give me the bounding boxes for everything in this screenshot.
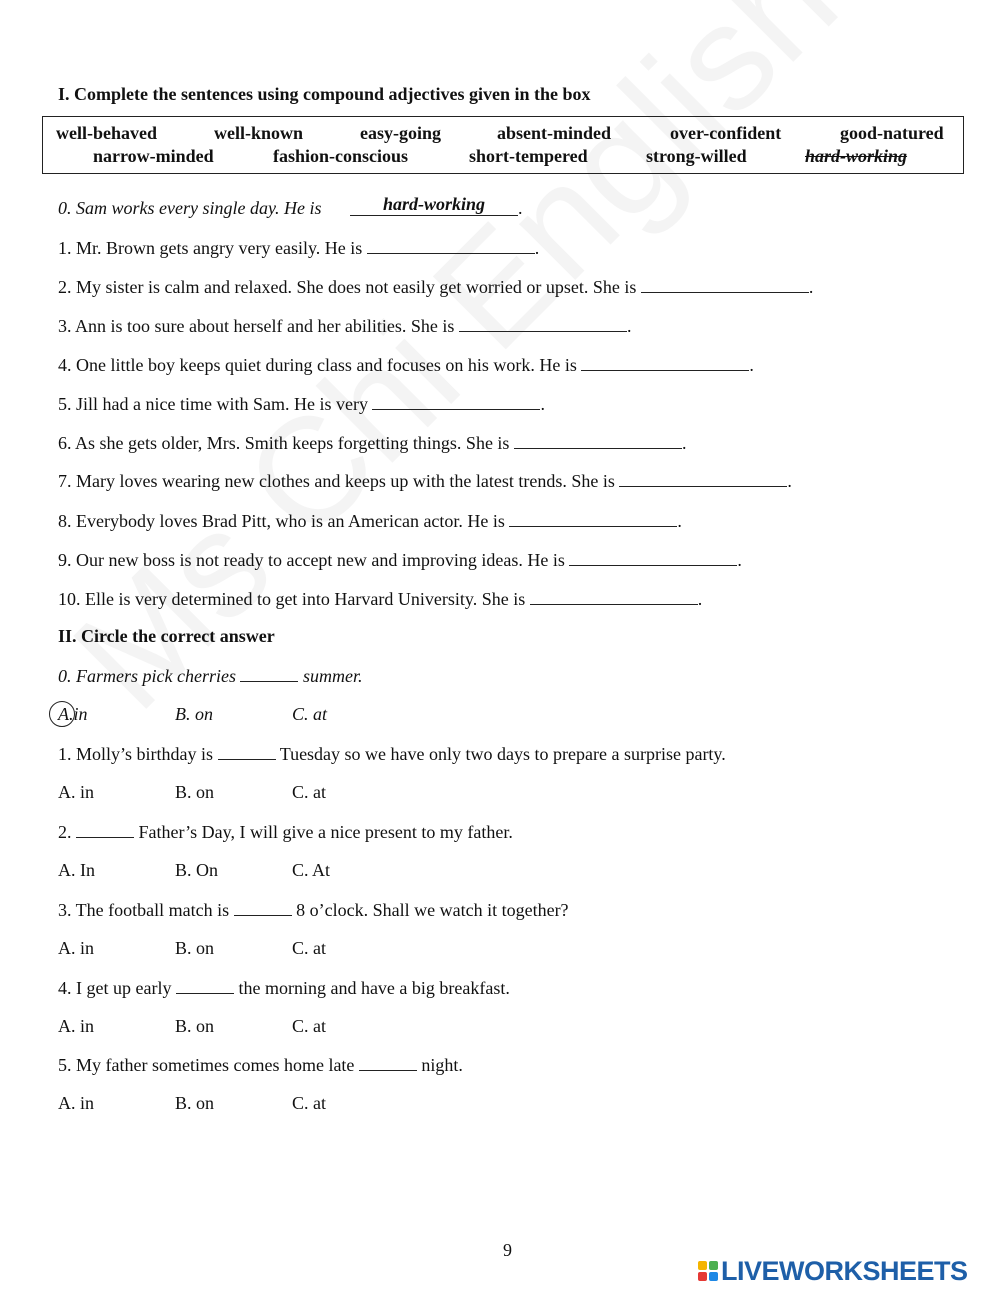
- option-letter: A.: [58, 704, 74, 724]
- mc-example-option-b: B. on: [175, 704, 213, 724]
- mc-question-2: [58, 821, 513, 843]
- mc-q2-option-c[interactable]: C. At: [292, 860, 331, 880]
- question-text-end: Father’s Day, I will give a nice present to my father.: [138, 822, 513, 842]
- question-1: 1. Mr. Brown gets angry very easily. He is .: [58, 238, 540, 258]
- answer-blank[interactable]: [619, 470, 787, 487]
- question-text: 1. Molly’s birthday is: [58, 744, 214, 764]
- section2-heading: II. Circle the correct answer: [58, 626, 275, 646]
- mc-q5-option-b[interactable]: B. on: [175, 1093, 215, 1113]
- word-absent-minded: absent-minded: [497, 123, 612, 143]
- page-number: 9: [503, 1240, 512, 1260]
- answer-blank[interactable]: [581, 354, 749, 371]
- question-text: 2.: [58, 822, 72, 842]
- answer-blank[interactable]: [459, 315, 627, 332]
- section1-heading: I. Complete the sentences using compound adjectives given in the box: [58, 84, 591, 104]
- question-text: 8. Everybody loves Brad Pitt, who is an American actor. He is: [58, 511, 505, 531]
- question-text-end: night.: [421, 1055, 463, 1075]
- mc-q5-option-c[interactable]: C. at: [292, 1093, 326, 1113]
- mc-example-option-c: C. at: [292, 704, 328, 724]
- answer-blank: [240, 665, 298, 682]
- word-box: [42, 116, 964, 174]
- answer-blank: [359, 1054, 417, 1071]
- liveworksheets-logo-icon: [698, 1261, 718, 1281]
- mc-q1-option-b[interactable]: B. on: [175, 782, 215, 802]
- question-4: 4. One little boy keeps quiet during class and focuses on his work. He is .: [58, 355, 754, 375]
- question-text-end: the morning and have a big breakfast.: [238, 978, 510, 998]
- word-strong-willed: strong-willed: [646, 146, 747, 166]
- word-over-confident: over-confident: [670, 123, 782, 143]
- mc-q3-option-c[interactable]: C. at: [292, 938, 326, 958]
- mc-example-option-a: [58, 704, 88, 725]
- question-text: 5. Jill had a nice time with Sam. He is very: [58, 394, 368, 414]
- question-text: 9. Our new boss is not ready to accept new and improving ideas. He is: [58, 550, 565, 570]
- answer-blank[interactable]: [509, 510, 677, 527]
- question-text: 4. I get up early: [58, 978, 172, 998]
- word-fashion-conscious: fashion-conscious: [273, 146, 409, 166]
- liveworksheets-brand: LIVEWORKSHEETS: [721, 1255, 968, 1286]
- mc-question-4: [58, 977, 510, 999]
- answer-blank[interactable]: [569, 549, 737, 566]
- question-8: 8. Everybody loves Brad Pitt, who is an American actor. He is .: [58, 511, 682, 531]
- mc-q4-option-b[interactable]: B. on: [175, 1016, 215, 1036]
- question-9: 9. Our new boss is not ready to accept new and improving ideas. He is .: [58, 550, 742, 570]
- question-text: 2. My sister is calm and relaxed. She does not easily get worried or upset. She is: [58, 277, 637, 297]
- question-text: 10. Elle is very determined to get into Harvard University. She is: [58, 589, 526, 609]
- example-text: 0. Sam works every single day. He is: [58, 198, 322, 218]
- word-narrow-minded: narrow-minded: [93, 146, 214, 166]
- question-3: 3. Ann is too sure about herself and her abilities. She is .: [58, 316, 632, 336]
- question-text: 7. Mary loves wearing new clothes and keeps up with the latest trends. She is: [58, 471, 615, 491]
- mc-q1-option-c[interactable]: C. at: [292, 782, 326, 802]
- mc-q1-option-a[interactable]: A. in: [58, 782, 94, 802]
- question-text: 0. Farmers pick cherries: [58, 666, 236, 686]
- mc-q3-option-b[interactable]: B. on: [175, 938, 215, 958]
- question-10: 10. Elle is very determined to get into Harvard University. She is .: [58, 589, 703, 609]
- mc-q4-option-a[interactable]: A. in: [58, 1016, 94, 1036]
- word-good-natured: good-natured: [840, 123, 944, 143]
- question-text-end: 8 o’clock. Shall we watch it together?: [296, 900, 569, 920]
- question-text: 6. As she gets older, Mrs. Smith keeps forgetting things. She is: [58, 433, 510, 453]
- mc-question-3: [58, 899, 569, 921]
- question-2: 2. My sister is calm and relaxed. She does not easily get worried or upset. She is .: [58, 277, 814, 297]
- answer-blank[interactable]: [372, 393, 540, 410]
- question-text: 3. The football match is: [58, 900, 230, 920]
- mc-question-1: [58, 743, 726, 765]
- example-answer: hard-working: [350, 193, 518, 216]
- question-text: 4. One little boy keeps quiet during class and focuses on his work. He is: [58, 355, 577, 375]
- question-text-end: summer.: [302, 666, 363, 686]
- mc-q2-option-b[interactable]: B. On: [175, 860, 219, 880]
- mc-q4-option-c[interactable]: C. at: [292, 1016, 326, 1036]
- mc-q2-option-a[interactable]: A. In: [58, 860, 95, 880]
- word-well-behaved: well-behaved: [56, 123, 157, 143]
- mc-example-question: [58, 665, 362, 687]
- answer-blank: [76, 821, 134, 838]
- liveworksheets-logo[interactable]: [698, 1257, 968, 1285]
- mc-question-5: [58, 1054, 463, 1076]
- example-sentence: [58, 198, 321, 219]
- answer-blank[interactable]: [367, 237, 535, 254]
- answer-blank[interactable]: [514, 432, 682, 449]
- answer-blank: [218, 743, 276, 760]
- question-text: 5. My father sometimes comes home late: [58, 1055, 355, 1075]
- question-5: 5. Jill had a nice time with Sam. He is very .: [58, 394, 545, 414]
- word-hard-working-crossed: hard-working: [805, 146, 908, 166]
- question-6: 6. As she gets older, Mrs. Smith keeps forgetting things. She is .: [58, 433, 687, 453]
- question-text: 3. Ann is too sure about herself and her abilities. She is: [58, 316, 455, 336]
- question-text-end: Tuesday so we have only two days to prepare a surprise party.: [279, 744, 726, 764]
- question-text: 1. Mr. Brown gets angry very easily. He is: [58, 238, 363, 258]
- word-easy-going: easy-going: [360, 123, 441, 143]
- mc-q3-option-a[interactable]: A. in: [58, 938, 94, 958]
- question-7: 7. Mary loves wearing new clothes and keeps up with the latest trends. She is .: [58, 471, 792, 491]
- word-short-tempered: short-tempered: [469, 146, 588, 166]
- option-text: in: [73, 704, 88, 724]
- answer-blank[interactable]: [530, 588, 698, 605]
- answer-blank[interactable]: [641, 276, 809, 293]
- example-period: .: [518, 198, 523, 218]
- answer-blank: [176, 977, 234, 994]
- mc-q5-option-a[interactable]: A. in: [58, 1093, 94, 1113]
- word-well-known: well-known: [214, 123, 304, 143]
- answer-blank: [234, 899, 292, 916]
